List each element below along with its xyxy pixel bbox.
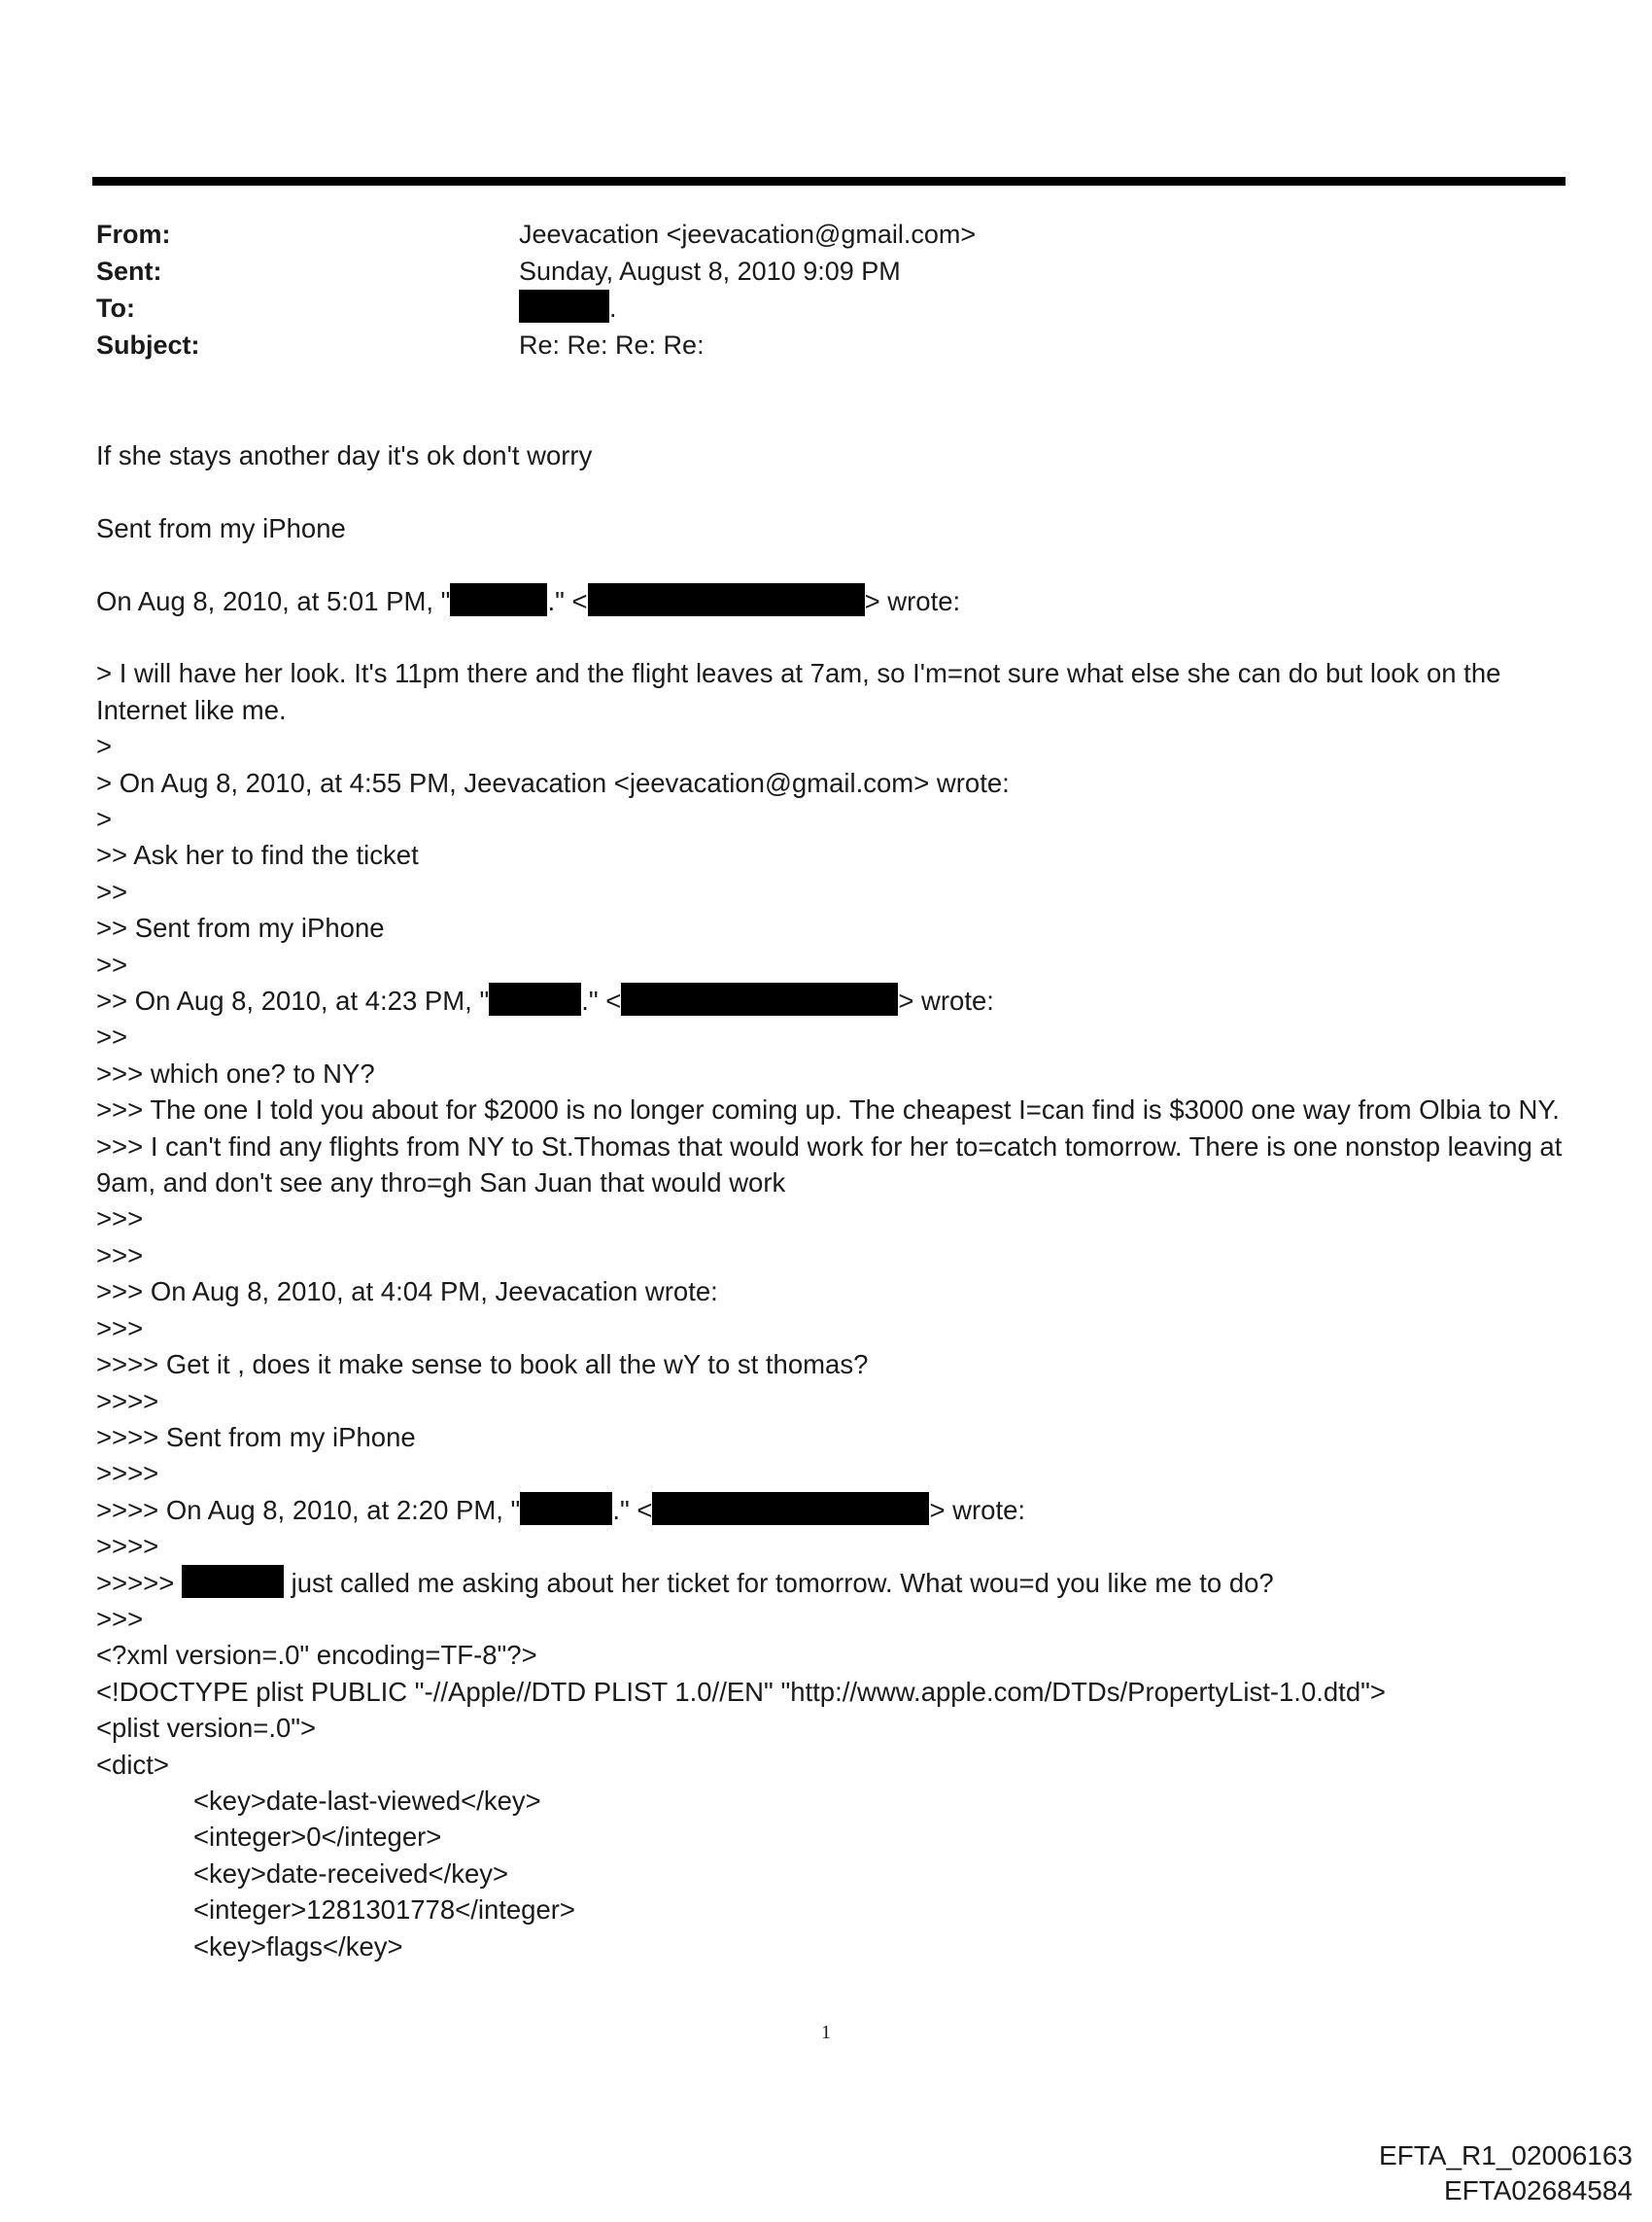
quote-header-text: ." <: [581, 986, 622, 1017]
footer-id-1: EFTA_R1_02006163: [1379, 2140, 1633, 2170]
redaction-block: [520, 1492, 612, 1525]
quote-text: just called me asking about her ticket for tomorrow. What wou=d you like me to do?: [283, 1567, 1274, 1598]
body-line: >>>>: [96, 1385, 159, 1416]
xml-line: <key>flags</key>: [193, 1930, 403, 1962]
body-line: >>>: [96, 1239, 144, 1270]
subject-value: Re: Re: Re: Re:: [519, 330, 705, 360]
quote-header-line: [96, 1492, 1566, 1528]
from-value: Jeevacation <jeevacation@gmail.com>: [519, 220, 977, 249]
xml-line: <key>date-last-viewed</key>: [193, 1785, 541, 1816]
body-blank: [96, 473, 1566, 509]
body-line: > I will have her look. It's 11pm there and the flight leaves at 7am, so I'm=not sure what else she can do but look on the Internet like me.: [96, 658, 1501, 725]
quote-header-line: [96, 983, 1566, 1019]
body-line: >> Sent from my iPhone: [96, 913, 385, 944]
quote-header-text: >>>> On Aug 8, 2010, at 2:20 PM, ": [96, 1494, 521, 1525]
body-line: > On Aug 8, 2010, at 4:55 PM, Jeevacation <jeevacation@gmail.com> wrote:: [96, 767, 1010, 798]
body-line: >>>: [96, 1312, 144, 1343]
to-label: To:: [96, 294, 135, 323]
xml-line: <key>date-received</key>: [193, 1857, 509, 1889]
redaction-block: [621, 983, 898, 1016]
footer-id-2: EFTA02684584: [1443, 2175, 1633, 2205]
redaction-block: [519, 290, 609, 323]
sent-label: Sent:: [96, 257, 162, 286]
redaction-block: [450, 583, 547, 616]
quote-header-text: > wrote:: [898, 986, 994, 1017]
body-line: If she stays another day it's ok don't worry: [96, 440, 593, 470]
xml-line: <integer>0</integer>: [193, 1822, 442, 1853]
redaction-block: [652, 1492, 929, 1525]
quote-header-text: On Aug 8, 2010, at 5:01 PM, ": [96, 585, 451, 616]
xml-line: <plist version=.0">: [96, 1713, 317, 1744]
redaction-block: [182, 1565, 284, 1598]
body-line: >>: [96, 949, 128, 980]
quote-header-text: ." <: [547, 585, 588, 616]
body-line: >>>>: [96, 1458, 159, 1489]
xml-line: <?xml version=.0" encoding=TF-8"?>: [96, 1640, 537, 1671]
quote-header-text: >> On Aug 8, 2010, at 4:23 PM, ": [96, 986, 490, 1017]
body-line: >>> The one I told you about for $2000 is no longer coming up. The cheapest I=can find is $3000 one way from Olbia to NY.: [96, 1094, 1560, 1126]
body-line: >> Ask her to find the ticket: [96, 840, 419, 871]
body-line: >>> I can't find any flights from NY to St.Thomas that would work for her to=catch tomorrow. There is one nonstop leaving at 9am, and don't see any thro=gh San Juan that would work: [96, 1130, 1563, 1198]
body-line: >>>: [96, 1603, 144, 1634]
quote-header-text: > wrote:: [929, 1494, 1026, 1525]
body-line: >>>> Sent from my iPhone: [96, 1421, 416, 1452]
xml-line: <integer>1281301778</integer>: [193, 1894, 575, 1926]
page-number: 1: [821, 2022, 831, 2043]
body-line: >>>: [96, 1203, 144, 1234]
to-value: [519, 290, 617, 327]
body-line: >>>> Get it , does it make sense to book all the wY to st thomas?: [96, 1349, 869, 1380]
header-rule: [92, 177, 1566, 186]
quote-header-line: [96, 583, 1566, 619]
from-label: From:: [96, 220, 171, 249]
xml-line: <dict>: [96, 1749, 169, 1780]
quote-text: >>>>>: [96, 1567, 182, 1598]
body-line: >>: [96, 1022, 128, 1053]
body-line: >>> On Aug 8, 2010, at 4:04 PM, Jeevacation wrote:: [96, 1276, 718, 1307]
body-line: >>>>: [96, 1531, 159, 1562]
body-line: >>> which one? to NY?: [96, 1058, 375, 1089]
redaction-block: [489, 983, 581, 1016]
quote-header-text: > wrote:: [864, 585, 961, 616]
quote-header-line: [96, 1565, 1566, 1601]
body-line: >>: [96, 876, 128, 907]
redaction-block: [588, 583, 865, 616]
xml-line: <!DOCTYPE plist PUBLIC "-//Apple//DTD PLIST 1.0//EN" "http://www.apple.com/DTDs/PropertyList-1.0.dtd">: [96, 1676, 1386, 1707]
body-line: >: [96, 731, 113, 762]
body-line: >: [96, 804, 113, 835]
to-suffix: .: [609, 294, 617, 323]
body-blank: [96, 546, 1566, 582]
body-blank: [96, 619, 1566, 655]
quote-header-text: ." <: [612, 1494, 653, 1525]
body-line: Sent from my iPhone: [96, 512, 346, 543]
email-body: [96, 437, 1566, 1964]
sent-value: Sunday, August 8, 2010 9:09 PM: [519, 257, 901, 286]
subject-label: Subject:: [96, 330, 200, 360]
